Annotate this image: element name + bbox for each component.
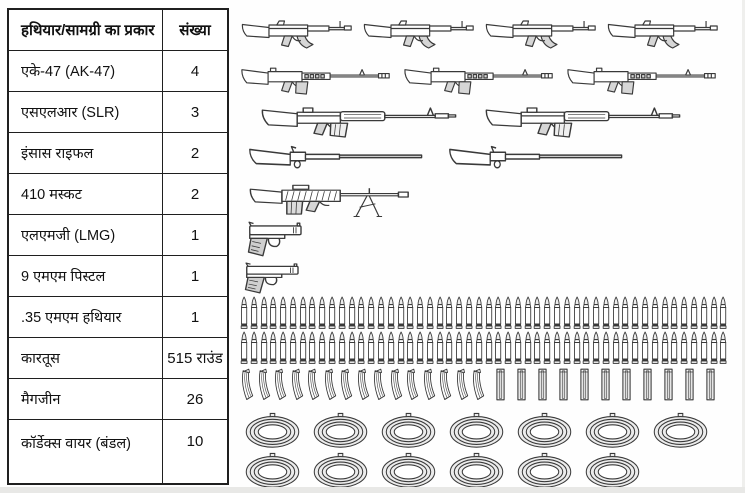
cartridge-icon — [416, 296, 424, 329]
cartridge-icon — [338, 331, 346, 364]
wire-coil-icon — [584, 451, 641, 489]
table-row — [9, 337, 227, 378]
slr-rifle-icon — [240, 57, 395, 95]
straight-magazine-icon — [641, 367, 654, 402]
cartridge-icon — [240, 331, 248, 364]
lmg-row — [240, 176, 740, 218]
9mm-pistol-icon — [246, 221, 306, 257]
wire-coil-icon — [448, 451, 505, 489]
cartridge-icon — [514, 331, 522, 364]
curved-magazine-icon — [356, 367, 371, 402]
curved-magazine-icon — [306, 367, 321, 402]
cartridge-icon — [445, 296, 453, 329]
cartridge-icon — [651, 296, 659, 329]
weapons-figure — [240, 0, 740, 493]
item-label: कॉर्डेक्स वायर (बंडल) — [9, 420, 163, 483]
cartridge-icon — [377, 296, 385, 329]
ak47-rifle-icon — [362, 8, 478, 50]
straight-magazine-icon — [662, 367, 675, 402]
pistol35-row — [240, 262, 740, 294]
wire-coil-icon — [584, 411, 641, 449]
cartridge-icon — [670, 296, 678, 329]
cartridge-icon — [621, 331, 629, 364]
cartridge-icon — [416, 331, 424, 364]
wire-coil-icon — [516, 451, 573, 489]
item-label: एसएलआर (SLR) — [9, 92, 163, 132]
cartridge-icon — [592, 296, 600, 329]
curved-magazine-icon — [372, 367, 387, 402]
cartridge-icon — [445, 331, 453, 364]
cartridge-icon — [269, 331, 277, 364]
cartridge-icon — [612, 296, 620, 329]
musket-icon — [448, 141, 624, 172]
table-row — [9, 419, 227, 483]
cartridge-icon — [661, 331, 669, 364]
item-value: 10 — [186, 433, 204, 450]
cartridge-icon — [250, 296, 258, 329]
cartridge-icon — [563, 331, 571, 364]
curved-magazine-icon — [471, 367, 486, 402]
straight-magazine-icon — [683, 367, 696, 402]
pistol9-row — [240, 221, 740, 257]
cartridge-icon — [602, 331, 610, 364]
bullets-row — [240, 296, 740, 329]
cartridge-icon — [250, 331, 258, 364]
curved-magazine-icon — [455, 367, 470, 402]
item-value: 1 — [190, 267, 200, 285]
cartridge-icon — [367, 296, 375, 329]
cartridge-icon — [465, 296, 473, 329]
cartridge-icon — [279, 331, 287, 364]
wire-coil-icon — [244, 451, 301, 489]
item-label: 9 एमएम पिस्टल — [9, 256, 163, 296]
cartridge-icon — [426, 331, 434, 364]
cartridge-icon — [377, 331, 385, 364]
cartridge-icon — [710, 331, 718, 364]
slr-row — [240, 57, 740, 95]
ak47-rifle-icon — [240, 8, 356, 50]
cartridge-icon — [641, 331, 649, 364]
cartridge-icon — [563, 296, 571, 329]
item-value: 2 — [190, 144, 200, 162]
cartridge-icon — [485, 296, 493, 329]
table-row — [9, 50, 227, 91]
ak47-rifle-icon — [484, 8, 600, 50]
cartridge-icon — [387, 296, 395, 329]
insas-row — [240, 98, 740, 138]
weapons-table — [7, 8, 229, 485]
cartridge-icon — [719, 331, 727, 364]
insas-rifle-icon — [484, 98, 682, 138]
cartridge-icon — [524, 331, 532, 364]
cartridge-icon — [338, 296, 346, 329]
item-value: 515 राउंड — [167, 350, 223, 367]
cartridge-icon — [240, 296, 248, 329]
straight-magazine-icon — [620, 367, 633, 402]
item-value: 4 — [190, 62, 200, 80]
wire-coil-icon — [380, 411, 437, 449]
item-value: 2 — [190, 185, 200, 203]
straight-magazine-icon — [704, 367, 717, 402]
cartridge-icon — [631, 296, 639, 329]
table-row — [9, 296, 227, 337]
cartridge-icon — [573, 296, 581, 329]
cartridge-icon — [719, 296, 727, 329]
wire-coil-icon — [312, 451, 369, 489]
cartridge-icon — [289, 296, 297, 329]
cartridge-icon — [543, 296, 551, 329]
wire-coil-icon — [516, 411, 573, 449]
item-label: 410 मस्कट — [9, 174, 163, 214]
cartridge-icon — [543, 331, 551, 364]
cartridge-icon — [426, 296, 434, 329]
cartridge-icon — [455, 331, 463, 364]
cartridge-icon — [357, 296, 365, 329]
cartridge-icon — [485, 331, 493, 364]
wire-coil-icon — [380, 451, 437, 489]
cartridge-icon — [299, 296, 307, 329]
cartridge-icon — [475, 331, 483, 364]
item-label: इंसास राइफल — [9, 133, 163, 173]
coils-row — [240, 411, 740, 449]
cartridge-icon — [573, 331, 581, 364]
cartridge-icon — [328, 331, 336, 364]
table-row — [9, 91, 227, 132]
wire-coil-icon — [244, 411, 301, 449]
cartridge-icon — [260, 331, 268, 364]
cartridge-icon — [690, 331, 698, 364]
cartridge-icon — [367, 331, 375, 364]
cartridge-icon — [465, 331, 473, 364]
cartridge-icon — [406, 331, 414, 364]
cartridge-icon — [710, 296, 718, 329]
cartridge-icon — [397, 331, 405, 364]
cartridge-icon — [524, 296, 532, 329]
cartridge-icon — [279, 296, 287, 329]
straight-magazine-icon — [536, 367, 549, 402]
cartridge-icon — [269, 296, 277, 329]
cartridge-icon — [348, 296, 356, 329]
cartridge-icon — [397, 296, 405, 329]
table-row — [9, 255, 227, 296]
cartridge-icon — [700, 296, 708, 329]
cartridge-icon — [504, 331, 512, 364]
cartridge-icon — [406, 296, 414, 329]
cartridge-icon — [602, 296, 610, 329]
cartridge-icon — [308, 331, 316, 364]
35mm-pistol-icon — [243, 262, 303, 294]
cartridge-icon — [592, 331, 600, 364]
item-label: एलएमजी (LMG) — [9, 215, 163, 255]
cartridge-icon — [621, 296, 629, 329]
cartridge-icon — [357, 331, 365, 364]
cartridge-icon — [553, 296, 561, 329]
ak47-row — [240, 8, 740, 50]
item-value: 1 — [190, 308, 200, 326]
table-row — [9, 173, 227, 214]
curved-magazine-icon — [422, 367, 437, 402]
cartridge-icon — [690, 296, 698, 329]
cartridge-icon — [308, 296, 316, 329]
curved-magazine-icon — [389, 367, 404, 402]
curved-magazine-icon — [240, 367, 255, 402]
cartridge-icon — [260, 296, 268, 329]
item-value: 3 — [190, 103, 200, 121]
cartridge-icon — [631, 331, 639, 364]
musket-icon — [248, 141, 424, 172]
cartridge-icon — [533, 331, 541, 364]
item-label: .35 एमएम हथियार — [9, 297, 163, 337]
cartridge-icon — [641, 296, 649, 329]
cartridge-icon — [318, 331, 326, 364]
table-row — [9, 378, 227, 419]
cartridge-icon — [670, 331, 678, 364]
curved-magazine-icon — [339, 367, 354, 402]
curved-magazine-icon — [290, 367, 305, 402]
item-value: 1 — [190, 226, 200, 244]
straight-magazine-icon — [578, 367, 591, 402]
cartridge-icon — [436, 331, 444, 364]
cartridge-icon — [612, 331, 620, 364]
ak47-rifle-icon — [606, 8, 722, 50]
straight-magazine-icon — [599, 367, 612, 402]
cartridge-icon — [299, 331, 307, 364]
item-value: 26 — [186, 390, 204, 408]
bullets-row — [240, 331, 740, 364]
cartridge-icon — [455, 296, 463, 329]
musket-row — [240, 141, 740, 172]
cartridge-icon — [651, 331, 659, 364]
cartridge-icon — [348, 331, 356, 364]
curved-magazine-icon — [323, 367, 338, 402]
straight-magazine-icon — [515, 367, 528, 402]
curved-magazine-icon — [273, 367, 288, 402]
slr-rifle-icon — [566, 57, 721, 95]
cartridge-icon — [514, 296, 522, 329]
cartridge-icon — [680, 296, 688, 329]
item-label: मैगजीन — [9, 379, 163, 419]
wire-coil-icon — [652, 411, 709, 449]
coils-row — [240, 451, 740, 489]
cartridge-icon — [436, 296, 444, 329]
cartridge-icon — [387, 331, 395, 364]
bottom-edge-divider — [0, 487, 745, 493]
cartridge-icon — [494, 331, 502, 364]
mags-row — [240, 367, 740, 402]
curved-magazine-icon — [257, 367, 272, 402]
cartridge-icon — [680, 331, 688, 364]
cartridge-icon — [661, 296, 669, 329]
cartridge-icon — [494, 296, 502, 329]
lmg-icon — [248, 176, 430, 218]
cartridge-icon — [289, 331, 297, 364]
slr-rifle-icon — [403, 57, 558, 95]
table-header-row — [9, 10, 227, 50]
insas-rifle-icon — [260, 98, 458, 138]
table-row — [9, 214, 227, 255]
wire-coil-icon — [448, 411, 505, 449]
curved-magazine-icon — [438, 367, 453, 402]
column-header-count: संख्या — [179, 22, 211, 39]
cartridge-icon — [318, 296, 326, 329]
cartridge-icon — [475, 296, 483, 329]
straight-magazine-icon — [557, 367, 570, 402]
cartridge-icon — [328, 296, 336, 329]
item-label: कारतूस — [9, 338, 163, 378]
table-row — [9, 132, 227, 173]
cartridge-icon — [700, 331, 708, 364]
cartridge-icon — [582, 331, 590, 364]
column-header-type: हथियार/सामग्री का प्रकार — [9, 10, 163, 50]
item-label: एके-47 (AK-47) — [9, 51, 163, 91]
cartridge-icon — [582, 296, 590, 329]
cartridge-icon — [533, 296, 541, 329]
curved-magazine-icon — [405, 367, 420, 402]
cartridge-icon — [504, 296, 512, 329]
cartridge-icon — [553, 331, 561, 364]
straight-magazine-icon — [494, 367, 507, 402]
wire-coil-icon — [312, 411, 369, 449]
